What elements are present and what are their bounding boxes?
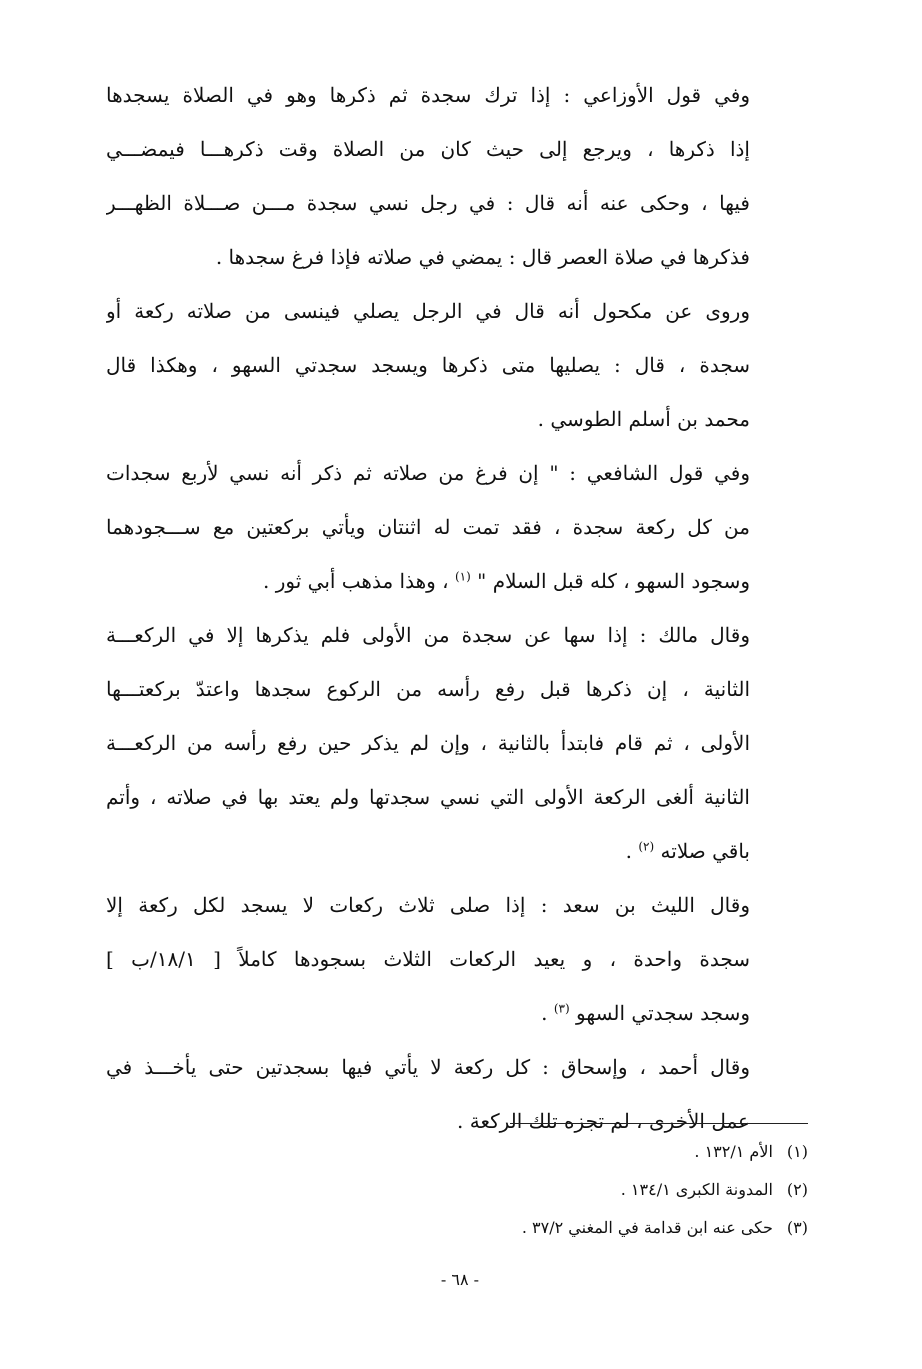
- footnote-number: (٢): [786, 1180, 808, 1199]
- text-line: سجدة واحدة ، و يعيد الركعات الثلاث بسجودها كاملاً [ ١٨/١/ب ]: [106, 947, 750, 971]
- footnote-item: [420, 1133, 808, 1171]
- text-line: الثانية ، إن ذكرها قبل رفع رأسه من الركوع سجدها واعتدّ بركعتـــها: [106, 677, 750, 701]
- text-line-main: وسجد سجدتي السهو: [576, 1001, 750, 1025]
- footnote-item: [420, 1209, 808, 1247]
- text-line: [106, 986, 750, 1040]
- text-line-main: وسجود السهو ، كله قبل السلام ": [477, 569, 750, 593]
- main-text: [106, 68, 750, 1148]
- text-line: الثانية ألغى الركعة الأولى التي نسي سجدتها ولم يعتد بها في صلاته ، وأتم: [106, 785, 750, 809]
- text-line: فذكرها في صلاة العصر قال : يمضي في صلاته فإذا فرغ سجدها .: [215, 245, 750, 269]
- text-line: سجدة ، قال : يصليها متى ذكرها ويسجد سجدتي السهو ، وهكذا قال: [106, 353, 750, 377]
- text-line: [106, 824, 750, 878]
- text-line: محمد بن أسلم الطوسي .: [537, 407, 750, 431]
- text-line: عمل الأخرى ، لم تجزه تلك الركعة .: [457, 1109, 750, 1133]
- footnote-divider: [510, 1123, 808, 1124]
- text-line: من كل ركعة سجدة ، فقد تمت له اثنتان ويأتي بركعتين مع ســـجودهما: [106, 515, 750, 539]
- text-line: الأولى ، ثم قام فابتدأ بالثانية ، وإن لم يذكر حين رفع رأسه من الركعـــة: [106, 731, 750, 755]
- footnote-text: الأم ١٣٢/١ .: [694, 1142, 773, 1161]
- text-line: وقال مالك : إذا سها عن سجدة من الأولى فلم يذكرها إلا في الركعـــة: [106, 623, 750, 647]
- text-line: وروى عن مكحول أنه قال في الرجل يصلي فينسى من صلاته ركعة أو: [106, 299, 750, 323]
- text-line: وفي قول الشافعي : " إن فرغ من صلاته ثم ذكر أنه نسي لأربع سجدات: [106, 461, 750, 485]
- footnote-reference[interactable]: (٢): [638, 839, 655, 854]
- footnote-number: (٣): [786, 1218, 808, 1237]
- footnote-text: حكى عنه ابن قدامة في المغني ٣٧/٢ .: [521, 1218, 773, 1237]
- text-line: [106, 554, 750, 608]
- footnote-text: المدونة الكبرى ١٣٤/١ .: [620, 1180, 773, 1199]
- page-number: - ٦٨ -: [440, 1270, 480, 1289]
- footnote-item: [420, 1171, 808, 1209]
- footnote-reference[interactable]: (١): [454, 569, 471, 584]
- text-line-main: باقي صلاته: [660, 839, 750, 863]
- footnote-number: (١): [786, 1142, 808, 1161]
- text-line-tail: .: [541, 1001, 548, 1025]
- text-line: إذا ذكرها ، ويرجع إلى حيث كان من الصلاة وقت ذكرهـــا فيمضـــي: [106, 137, 750, 161]
- text-line: وقال أحمد ، وإسحاق : كل ركعة لا يأتي فيها بسجدتين حتى يأخـــذ في: [106, 1055, 750, 1079]
- text-line-tail: .: [625, 839, 632, 863]
- text-line: وفي قول الأوزاعي : إذا ترك سجدة ثم ذكرها وهو في الصلاة يسجدها: [106, 83, 750, 107]
- footnote-reference[interactable]: (٣): [553, 1001, 570, 1016]
- text-line: وقال الليث بن سعد : إذا صلى ثلاث ركعات لا يسجد لكل ركعة إلا: [106, 893, 750, 917]
- text-line: فيها ، وحكى عنه أنه قال : في رجل نسي سجدة مـــن صـــلاة الظهـــر: [106, 191, 750, 215]
- text-line-tail: ، وهذا مذهب أبي ثور .: [263, 569, 449, 593]
- footnotes: [420, 1133, 808, 1247]
